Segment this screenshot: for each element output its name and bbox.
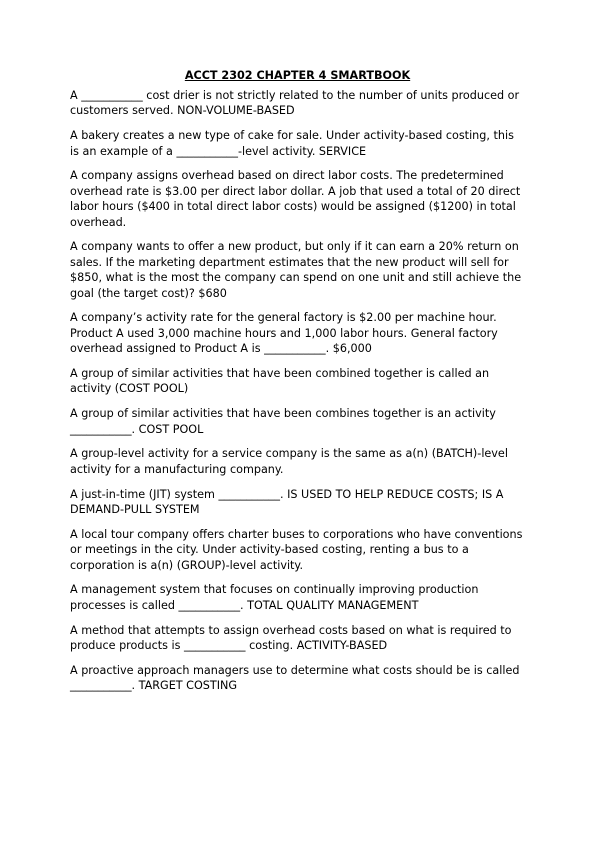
question-8: A group-level activity for a service company is the same as a(n) (BATCH)-level activity for a manufacturing company.	[70, 447, 508, 476]
question-1: A ___________ cost drier is not strictly related to the number of units produced or customers served. NON-VOLUME-BASED	[70, 89, 520, 118]
question-11: A management system that focuses on continually improving production processes is called ___________. TOTAL QUALITY MANAGEMENT	[70, 583, 479, 612]
question-6: A group of similar activities that have been combined together is called an activity (COST POOL)	[70, 367, 490, 396]
question-13: A proactive approach managers use to determine what costs should be is called ___________. TARGET COSTING	[70, 663, 520, 693]
question-7: A group of similar activities that have been combines together is an activity ___________. COST POOL	[70, 407, 496, 436]
question-2: A bakery creates a new type of cake for sale. Under activity-based costing, this is an example of a ___________-level activity. SERVICE	[70, 129, 514, 158]
question-10: A local tour company offers charter buses to corporations who have conventions or meetings in the city. Under activity-based costing, renting a bus to a corporation is a(n) (GROUP)-level activity.	[70, 527, 523, 572]
question-9: A just-in-time (JIT) system ___________. IS USED TO HELP REDUCE COSTS; IS A DEMAND-PULL SYSTEM	[70, 487, 504, 517]
question-3: A company assigns overhead based on direct labor costs. The predetermined overhead rate is $3.00 per direct labor dollar. A job that used a total of 20 direct labor hours ($400 in total direct labor costs) would be assigned ($1200) in total overhead.	[70, 169, 521, 229]
document-title: ACCT 2302 CHAPTER 4 SMARTBOOK	[184, 69, 411, 82]
question-5: A company’s activity rate for the general factory is $2.00 per machine hour. Product A used 3,000 machine hours and 1,000 labor hours. General factory overhead assigned to Product A is ___________. $6,000	[70, 311, 498, 356]
question-12: A method that attempts to assign overhead costs based on what is required to produce products is ___________ costing. ACTIVITY-BASED	[70, 623, 512, 653]
question-4: A company wants to offer a new product, but only if it can earn a 20% return on sales. If the marketing department estimates that the new product will sell for $850, what is the most the company can spend on one unit and still achieve the goal (the target cost)? $680	[70, 240, 522, 300]
